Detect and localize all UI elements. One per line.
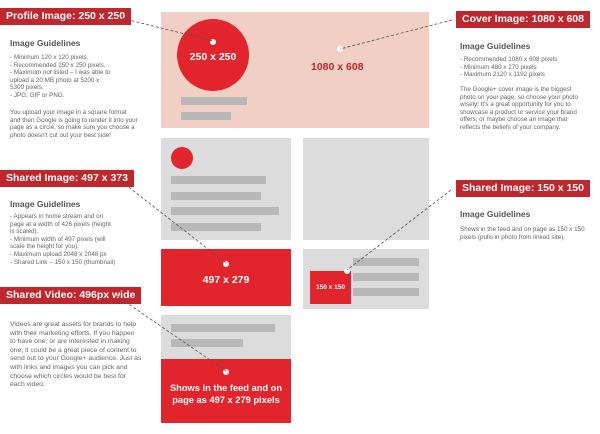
shared-video-label: Shared Video: 496px wide [0,287,141,304]
list-item: - Recommended 1080 x 608 pixels [460,56,558,63]
list-item: - Minimum width of 497 pixels (will [10,235,106,243]
list-item: page at a width of 426 pixels (height [10,220,111,228]
list-item: - Maximum 2120 x 1192 pixels [460,71,545,79]
profile-leader-line [117,17,213,41]
shared-small-leader-line [347,190,451,270]
list-item: - Minimum 480 x 270 pixels [460,63,537,71]
cover-image-label: Cover Image: 1080 x 608 [456,11,590,28]
cover-guidelines-heading: Image Guidelines [460,41,531,51]
list-item: - Shared Link – 150 x 150 (thumbnail) [10,258,116,266]
list-item: - Maximum upload 2048 x 2048 px [10,250,107,258]
profile-size-text: 250 x 250 [189,51,237,63]
profile-guidelines-heading: Image Guidelines [10,38,81,48]
shared-video-description: Videos are great assets for brands to help with their marketing efforts. If you happen to have one, or are interested in making one, it could be a great piece of content to send out to your Google+ audience. Just as with links and images you can pick and choose which circles would be best for each video. [10,321,142,389]
list-item: scale the height for you). [10,243,79,251]
shared-image-label: Shared Image: 497 x 373 [0,170,134,187]
cover-description: The Google+ cover image is the biggest photo on your page, so choose your photo wisely! It's a great opportunity for you to showcase a product or service your brand offers, or maybe choose an image that reflects the beliefs of your company. [460,86,578,131]
list-item: upload a 20 MB photo at 5200 x [10,76,100,84]
shared-small-description: Shows in the feed and on page as 150 x 150 pixels (pulls in photo from linked site). [460,226,585,241]
shared-small-guidelines-heading: Image Guidelines [460,209,531,219]
shared-image-size-text: 497 x 279 [202,274,250,286]
list-item: - Minimum 120 x 120 pixels. [10,54,89,61]
list-item: - Recommended 250 x 250 pixels. [10,61,106,69]
list-item: - Maximum not listed – I was able to [10,69,111,77]
list-item: - Appears in home stream and on [10,213,104,220]
shared-thumbnail-size-text: 150 x 150 [316,284,345,291]
shared-image-guidelines-heading: Image Guidelines [10,199,81,209]
profile-image-label: Profile Image: 250 x 250 [0,8,131,25]
list-item: - JPG, GIF or PNG. [10,91,65,99]
cover-size-text: 1080 x 608 [311,61,364,73]
shared-video-leader-line [117,296,226,371]
profile-description: You upload your image in a square format and then Google is going to render it into your page as a circle, so make sure you choose a photo doesn't cut out your best side! [10,109,138,139]
list-item: is scaled). [10,228,39,236]
shared-video-size-text: Shows in the feed and on page as 497 x 279 pixels [169,383,283,405]
cover-leader-line [340,20,452,49]
shared-image-leader-line [117,178,226,263]
shared-small-image-label: Shared Image: 150 x 150 [456,180,590,197]
list-item: 5300 pixels. [10,84,44,92]
